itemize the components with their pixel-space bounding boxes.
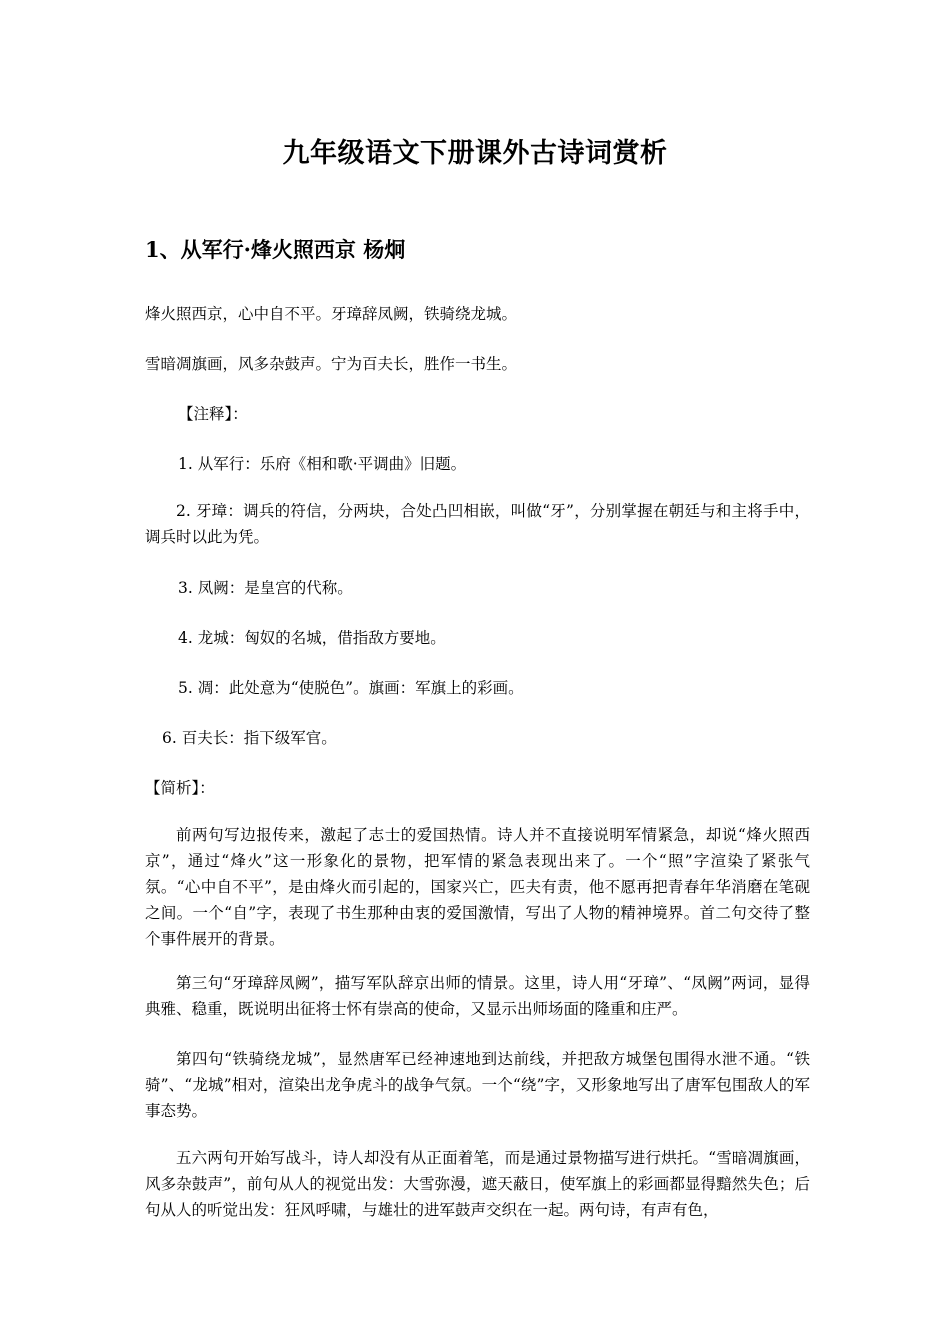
analysis-paragraph: 第三句“牙璋辞凤阙”，描写军队辞京出师的情景。这里，诗人用“牙璋”、“凤阙”两词，显得典雅、稳重，既说明出征将士怀有崇高的使命，又显示出师场面的隆重和庄严。	[145, 974, 810, 1018]
note-item: 4. 龙城：匈奴的名城，借指敌方要地。	[178, 629, 446, 647]
poem-line: 烽火照西京，心中自不平。牙璋辞凤阙，铁骑绕龙城。	[145, 305, 518, 323]
note-item: 1. 从军行：乐府《相和歌·平调曲》旧题。	[178, 455, 467, 473]
document-title: 九年级语文下册课外古诗词赏析	[282, 138, 668, 169]
note-item: 5. 凋：此处意为“使脱色”。旗画：军旗上的彩画。	[178, 679, 524, 697]
note-item: 3. 凤阙：是皇宫的代称。	[178, 579, 353, 597]
note-item: 2. 牙璋：调兵的符信，分两块，合处凸凹相嵌，叫做“牙”，分别掌握在朝廷与和主将手中，调兵时以此为凭。	[145, 502, 810, 546]
section-heading: 1、从军行·烽火照西京 杨炯	[145, 237, 406, 262]
analysis-paragraph: 五六两句开始写战斗，诗人却没有从正面着笔，而是通过景物描写进行烘托。“雪暗凋旗画，风多杂鼓声”，前句从人的视觉出发：大雪弥漫，遮天蔽日，使军旗上的彩画都显得黯然失色；后句从人的听觉出发：狂风呼啸，与雄壮的进军鼓声交织在一起。两句诗，有声有色，	[145, 1149, 810, 1219]
note-item: 6. 百夫长：指下级军官。	[162, 729, 337, 747]
analysis-paragraph: 前两句写边报传来，激起了志士的爱国热情。诗人并不直接说明军情紧急，却说“烽火照西京”，通过“烽火”这一形象化的景物，把军情的紧急表现出来了。一个“照”字渲染了紧张气氛。“心中自不平”，是由烽火而引起的，国家兴亡，匹夫有责，他不愿再把青春年华消磨在笔砚之间。一个“自”字，表现了书生那种由衷的爱国激情，写出了人物的精神境界。首二句交待了整个事件展开的背景。	[145, 826, 810, 948]
poem-line: 雪暗凋旗画，风多杂鼓声。宁为百夫长，胜作一书生。	[145, 355, 518, 373]
notes-label: 【注释】：	[178, 405, 248, 423]
analysis-paragraph: 第四句“铁骑绕龙城”，显然唐军已经神速地到达前线，并把敌方城堡包围得水泄不通。“铁骑”、“龙城”相对，渲染出龙争虎斗的战争气氛。一个“绕”字，又形象地写出了唐军包围敌人的军事态势。	[145, 1050, 810, 1120]
analysis-label: 【简析】：	[145, 779, 215, 797]
